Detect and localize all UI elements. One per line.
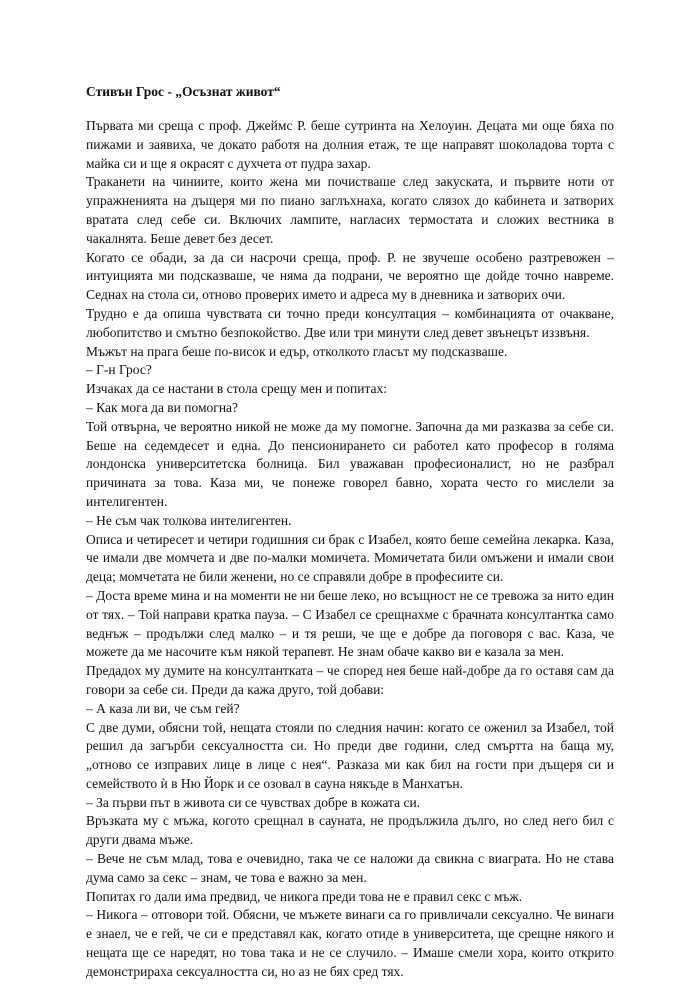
paragraph: Първата ми среща с проф. Джеймс Р. беше сутринта на Хелоуин. Децата ми още бяха по пижами и заявиха, че докато работя на долния етаж, те ще направят шоколадова торта с майка си и ще я окрасят с духчета от пудра захар. [86, 118, 614, 171]
paragraph: Предадох му думите на консултантката – че според нея беше най-добре да го оставя сам да говори за себе си. Преди да кажа друго, той добави: [86, 663, 614, 697]
document-title: Стивън Грос - „Осъзнат живот“ [86, 84, 281, 99]
paragraph: Мъжът на прага беше по-висок и едър, отколкото гласът му подсказваше. [86, 343, 508, 359]
dialogue-line: – Как мога да ви помогна? [86, 399, 239, 415]
dialogue-line: – Доста време мина и на моменти не ни беше леко, но всъщност не се тревожа за нито един от тях. – Той направи кратка пауза. – С Изабел се срещнахме с брачната консултантка само веднъж – продължи след малко – и тя реши, че ще е добре да поговоря с вас. Каза, че можете да ме насочите към някой терапевт. Не знам обаче какво ви е казала за мен. [86, 587, 614, 660]
paragraph: Когато се обади, за да си насрочи среща, проф. Р. не звучеше особено разтревожен – интуицията ми подсказваше, че няма да подрани, че вероятно ще дойде точно навреме. Седнах на стола си, отново проверих името и адреса му в дневника и затворих очи. [86, 249, 614, 303]
paragraph: Трудно е да опиша чувствата си точно преди консултация – комбинацията от очакване, любопитство и смътно безпокойство. Две или три минути след девет звънецът иззвъня. [86, 305, 614, 340]
dialogue-line: – Никога – отговори той. Обясни, че мъжете винаги са го привличали сексуално. Че винаги е знаел, че е гей, че си е представял как, когато отиде в университета, ще срещне някого и нещата ще се наредят, но това така и не се случило. – Имаше смели хора, които открито демонстрираха сексуалността си, но аз не бях сред тях. [86, 907, 614, 979]
document-body [86, 117, 614, 982]
paragraph: Изчаках да се настани в стола срещу мен и попитах: [86, 381, 388, 397]
dialogue-line: – А каза ли ви, че съм гей? [86, 700, 240, 716]
paragraph: Връзката му с мъжа, когото срещнал в сауната, не продължила дълго, но след него бил с други двама мъже. [86, 813, 614, 848]
dialogue-line: – Не съм чак толкова интелигентен. [86, 512, 292, 528]
paragraph: Попитах го дали има предвид, че никога преди това не е правил секс с мъж. [86, 888, 523, 904]
paragraph: Той отвърна, че вероятно никой не може да му помогне. Започна да ми разказва за себе си. Беше на седемдесет и една. До пенсионирането си работел като професор в голяма лондонска университетска болница. Бил уважаван професионалист, но не разбрал причината за това. Каза ми, че понеже говорел бавно, хората често го мислели за интелигентен. [86, 418, 614, 509]
dialogue-line: – За първи път в живота си се чувствах добре в кожата си. [86, 794, 421, 810]
paragraph: С две думи, обясни той, нещата стояли по следния начин: когато се оженил за Изабел, той решил да загърби сексуалността си. Но преди две години, след смъртта на баща му, „отново се изправих лице в лице с нея“. Разказа ми как бил на гости при дъщеря си и семейството ѝ в Ню Йорк и се озовал в сауна някъде в Манхатън. [86, 719, 614, 791]
paragraph: Траканети на чиниите, които жена ми почистваше след закуската, и първите ноти от упражненията на дъщеря ми по пиано заглъхнаха, когато слязох до кабинета и затворих вратата след себе си. Включих лампите, нагласих термостата и сложих вестника в чакалнята. Беше девет без десет. [86, 174, 614, 246]
dialogue-line: – Г-н Грос? [86, 362, 152, 378]
dialogue-line: – Вече не съм млад, това е очевидно, така че се наложи да свикна с виаграта. Но не става дума само за секс – знам, че това е важно за мен. [86, 851, 614, 885]
paragraph: Описа и четиресет и четири годишния си брак с Изабел, която беше семейна лекарка. Каза, че имали две момчета и две по-малки момичета. Момичетата били омъжени и имали свои деца; момчетата не били женени, но се справяли добре в професиите си. [86, 531, 614, 585]
